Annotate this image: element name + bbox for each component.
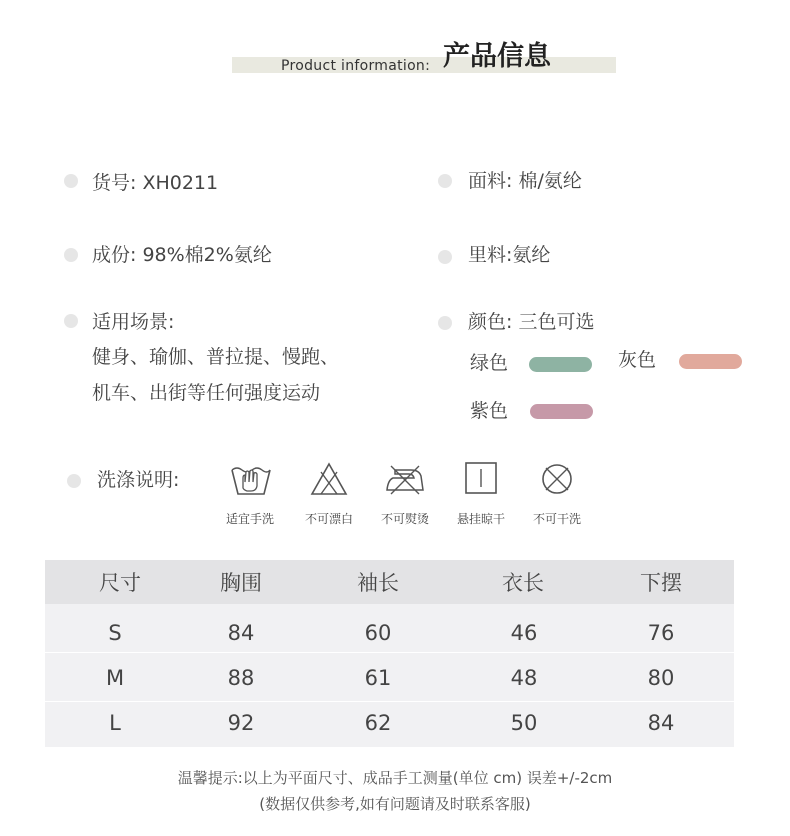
- color-swatch-purple: [530, 404, 593, 419]
- table-cell: 46: [510, 621, 538, 645]
- table-header-cell: 下摆: [640, 571, 682, 595]
- colors-title: 颜色: 三色可选: [468, 311, 595, 333]
- bullet-dot: [64, 174, 78, 188]
- table-cell: 62: [364, 711, 392, 735]
- bullet-dot: [64, 248, 78, 262]
- care-label: 不可漂白: [304, 512, 353, 526]
- table-cell: 48: [510, 666, 538, 690]
- color-swatch-gray: [679, 354, 742, 369]
- item-number: 货号: XH0211: [92, 172, 219, 194]
- note-line-1: 温馨提示:以上为平面尺寸、成品手工测量(单位 cm) 误差+/-2cm: [177, 769, 613, 787]
- care-label: 悬挂晾干: [456, 512, 505, 526]
- color-name-gray: 灰色: [618, 349, 657, 371]
- no-iron-icon: [383, 460, 427, 498]
- table-cell: L: [109, 711, 121, 735]
- care-label: 不可干洗: [532, 512, 581, 526]
- note-line-2: (数据仅供参考,如有问题请及时联系客服): [259, 795, 531, 813]
- table-header-cell: 胸围: [220, 571, 262, 595]
- hand-wash-icon: [229, 460, 273, 498]
- no-dry-clean-icon: [535, 460, 579, 498]
- header-english-title: Product information:: [281, 58, 431, 74]
- scenes-title: 适用场景:: [92, 311, 175, 333]
- row-divider: [45, 652, 734, 653]
- bullet-dot: [64, 314, 78, 328]
- table-cell: M: [105, 666, 125, 690]
- scenes-line-1: 健身、瑜伽、普拉提、慢跑、: [92, 346, 340, 368]
- table-cell: S: [108, 621, 122, 645]
- bullet-dot: [438, 250, 452, 264]
- no-bleach-icon: [307, 460, 351, 498]
- fabric: 面料: 棉/氨纶: [468, 170, 582, 192]
- table-cell: 92: [227, 711, 255, 735]
- care-label: 适宜手洗: [225, 512, 274, 526]
- care-title: 洗涤说明:: [97, 469, 180, 491]
- table-cell: 88: [227, 666, 255, 690]
- size-table: [45, 560, 734, 747]
- table-header-cell: 袖长: [357, 571, 399, 595]
- color-swatch-green: [529, 357, 592, 372]
- hang-dry-icon: [459, 460, 503, 498]
- table-cell: 80: [647, 666, 675, 690]
- bullet-dot: [438, 174, 452, 188]
- scenes-line-2: 机车、出街等任何强度运动: [92, 382, 321, 404]
- table-cell: 61: [364, 666, 392, 690]
- row-divider: [45, 701, 734, 702]
- bullet-dot: [438, 316, 452, 330]
- color-name-purple: 紫色: [470, 400, 509, 422]
- table-header-cell: 尺寸: [99, 571, 141, 595]
- table-cell: 84: [227, 621, 255, 645]
- color-name-green: 绿色: [470, 352, 509, 374]
- lining: 里料:氨纶: [468, 244, 551, 266]
- header-chinese-title: 产品信息: [443, 41, 551, 72]
- table-header-row: [45, 560, 734, 604]
- table-header-cell: 衣长: [502, 571, 544, 595]
- care-label: 不可熨烫: [380, 512, 429, 526]
- table-cell: 84: [647, 711, 675, 735]
- composition: 成份: 98%棉2%氨纶: [92, 244, 272, 266]
- bullet-dot: [67, 474, 81, 488]
- table-cell: 76: [647, 621, 675, 645]
- table-cell: 50: [510, 711, 538, 735]
- table-cell: 60: [364, 621, 392, 645]
